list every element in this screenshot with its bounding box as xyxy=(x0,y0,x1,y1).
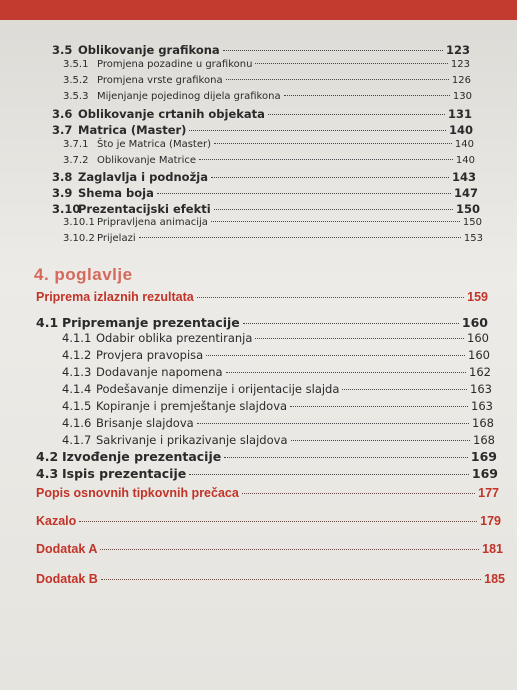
entry-number: 4.1.1 xyxy=(62,331,92,345)
entry-page: 179 xyxy=(480,514,501,528)
entry-page: 160 xyxy=(468,348,490,362)
entry-number: 3.5.2 xyxy=(63,75,89,86)
entry-number: 3.7.1 xyxy=(63,139,89,150)
entry-number: 4.1.2 xyxy=(62,348,92,362)
toc-entry xyxy=(63,233,483,244)
dot-leader xyxy=(197,423,469,424)
entry-number: 3.9 xyxy=(52,186,73,200)
entry-page: 130 xyxy=(452,91,472,102)
entry-number: 4.1 xyxy=(36,315,59,330)
entry-title: Podešavanje dimenzije i orijentacije slajda xyxy=(96,382,340,396)
entry-page: 163 xyxy=(470,382,492,396)
toc-entry xyxy=(63,75,471,86)
toc-entry xyxy=(63,155,475,166)
entry-title: Priprema izlaznih rezultata xyxy=(36,290,194,304)
entry-number: 4.1.5 xyxy=(62,399,92,413)
entry-title: Što je Matrica (Master) xyxy=(97,139,211,150)
dot-leader xyxy=(79,521,477,522)
entry-page: 177 xyxy=(478,486,499,500)
entry-title: Oblikovanje Matrice xyxy=(97,155,197,166)
entry-number: 3.8 xyxy=(52,170,73,184)
dot-leader xyxy=(157,193,451,194)
entry-number: 4.1.3 xyxy=(62,365,92,379)
entry-title: Brisanje slajdova xyxy=(96,416,194,430)
entry-title: Shema boja xyxy=(78,186,154,200)
dot-leader xyxy=(214,209,453,210)
toc-entry xyxy=(62,331,489,345)
toc-entry xyxy=(36,486,499,500)
dot-leader xyxy=(101,579,481,580)
entry-title: Oblikovanje crtanih objekata xyxy=(78,107,265,121)
toc-entry xyxy=(52,202,480,216)
toc-entry xyxy=(52,123,473,137)
entry-page: 162 xyxy=(469,365,491,379)
toc-entry xyxy=(36,466,498,481)
entry-page: 147 xyxy=(453,186,478,200)
entry-title: Dodatak B xyxy=(36,572,98,586)
entry-number: 3.5.3 xyxy=(63,91,89,102)
toc-entry xyxy=(36,315,488,330)
entry-number: 3.7 xyxy=(52,123,73,137)
entry-page: 150 xyxy=(462,217,482,228)
entry-page: 143 xyxy=(451,170,476,184)
dot-leader xyxy=(255,338,464,339)
entry-title: Matrica (Master) xyxy=(78,123,187,137)
entry-title: Izvođenje prezentacije xyxy=(62,449,222,464)
chapter-heading: 4. poglavlje xyxy=(34,265,133,284)
entry-title: Promjena pozadine u grafikonu xyxy=(97,59,253,70)
entry-page: 140 xyxy=(454,139,474,150)
dot-leader xyxy=(223,50,443,51)
entry-page: 140 xyxy=(448,123,473,137)
entry-title: Dodavanje napomena xyxy=(96,365,223,379)
entry-title: Pripravljena animacija xyxy=(97,217,208,228)
toc-entry xyxy=(36,449,497,464)
entry-number: 4.3 xyxy=(36,466,59,481)
dot-leader xyxy=(290,406,468,407)
dot-leader xyxy=(242,493,475,494)
dot-leader xyxy=(211,221,460,222)
toc-entry xyxy=(62,399,493,413)
entry-number: 3.7.2 xyxy=(63,155,89,166)
toc-entry xyxy=(36,572,505,586)
entry-title: Oblikovanje grafikona xyxy=(78,43,220,57)
entry-number: 3.5.1 xyxy=(63,59,89,70)
entry-title: Ispis prezentacije xyxy=(62,466,187,481)
dot-leader xyxy=(211,177,449,178)
entry-page: 185 xyxy=(484,572,505,586)
toc-entry xyxy=(36,542,503,556)
entry-page: 169 xyxy=(470,449,497,464)
entry-title: Provjera pravopisa xyxy=(96,348,204,362)
toc-entry xyxy=(63,139,474,150)
entry-page: 140 xyxy=(455,155,475,166)
toc-entry xyxy=(63,217,482,228)
entry-title: Zaglavlja i podnožja xyxy=(78,170,208,184)
entry-title: Prezentacijski efekti xyxy=(78,202,211,216)
entry-page: 168 xyxy=(472,416,494,430)
entry-page: 126 xyxy=(451,75,471,86)
dot-leader xyxy=(139,237,461,238)
entry-number: 3.10.1 xyxy=(63,217,95,228)
toc-entry xyxy=(63,91,472,102)
entry-title: Odabir oblika prezentiranja xyxy=(96,331,253,345)
entry-page: 168 xyxy=(473,433,495,447)
dot-leader xyxy=(199,159,453,160)
entry-number: 4.1.7 xyxy=(62,433,92,447)
toc-entry xyxy=(36,514,501,528)
entry-page: 160 xyxy=(461,315,488,330)
entry-page: 159 xyxy=(467,290,488,304)
entry-page: 163 xyxy=(471,399,493,413)
dot-leader xyxy=(224,457,468,458)
dot-leader xyxy=(189,130,446,131)
toc-entry xyxy=(62,382,492,396)
toc-entry xyxy=(52,107,472,121)
toc-entry xyxy=(52,186,478,200)
dot-leader xyxy=(189,474,469,475)
entry-page: 123 xyxy=(450,59,470,70)
entry-number: 3.5 xyxy=(52,43,73,57)
entry-page: 181 xyxy=(482,542,503,556)
entry-page: 160 xyxy=(467,331,489,345)
entry-number: 4.1.4 xyxy=(62,382,92,396)
toc-entry xyxy=(62,365,491,379)
entry-title: Mijenjanje pojedinog dijela grafikona xyxy=(97,91,281,102)
toc-entry xyxy=(62,433,495,447)
entry-page: 153 xyxy=(463,233,483,244)
toc-entry xyxy=(63,59,470,70)
entry-title: Sakrivanje i prikazivanje slajdova xyxy=(96,433,288,447)
dot-leader xyxy=(268,114,445,115)
dot-leader xyxy=(284,95,450,96)
dot-leader xyxy=(100,549,479,550)
dot-leader xyxy=(206,355,465,356)
entry-page: 150 xyxy=(455,202,480,216)
entry-number: 3.6 xyxy=(52,107,73,121)
toc-entry xyxy=(52,43,470,57)
toc-entry xyxy=(36,290,488,304)
entry-page: 169 xyxy=(471,466,498,481)
entry-title: Prijelazi xyxy=(97,233,136,244)
entry-title: Kopiranje i premještanje slajdova xyxy=(96,399,288,413)
entry-title: Dodatak A xyxy=(36,542,98,556)
dot-leader xyxy=(226,372,466,373)
entry-number: 4.2 xyxy=(36,449,59,464)
dot-leader xyxy=(342,389,467,390)
dot-leader xyxy=(214,143,452,144)
entry-title: Pripremanje prezentacije xyxy=(62,315,240,330)
dot-leader xyxy=(291,440,471,441)
entry-title: Popis osnovnih tipkovnih prečaca xyxy=(36,486,239,500)
entry-page: 131 xyxy=(447,107,472,121)
toc-entry xyxy=(52,170,476,184)
entry-number: 4.1.6 xyxy=(62,416,92,430)
entry-title: Promjena vrste grafikona xyxy=(97,75,223,86)
entry-page: 123 xyxy=(445,43,470,57)
dot-leader xyxy=(243,323,459,324)
dot-leader xyxy=(226,79,449,80)
entry-number: 3.10.2 xyxy=(63,233,95,244)
toc-entry xyxy=(62,416,494,430)
toc-entry xyxy=(62,348,490,362)
entry-number: 3.10 xyxy=(52,202,81,216)
dot-leader xyxy=(197,297,464,298)
dot-leader xyxy=(255,63,447,64)
entry-title: Kazalo xyxy=(36,514,77,528)
